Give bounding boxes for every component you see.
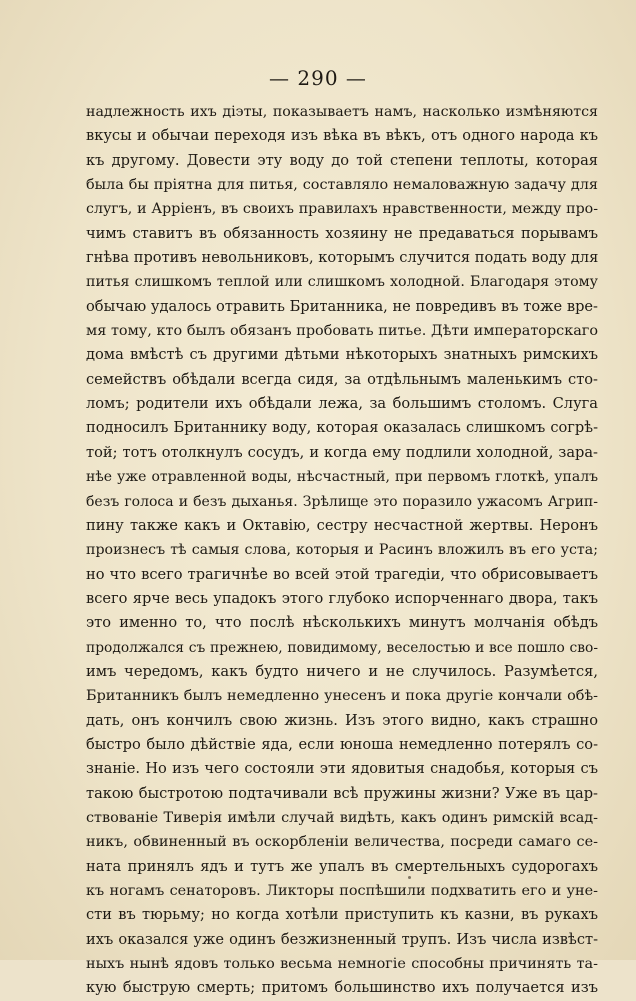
text-line: нѣе уже отравленной воды, нѣсчастный, при первомъ глоткѣ, упалъ [86, 469, 598, 486]
text-line: сти въ тюрьму; но когда хотѣли приступить къ казни, въ рукахъ [86, 906, 598, 924]
ink-speck [408, 876, 411, 879]
text-line: кую быструю смерть; притомъ большинство ихъ получается изъ [86, 979, 598, 997]
text-line: ныхъ нынѣ ядовъ только весьма немногіе способны причинять та- [86, 956, 598, 973]
text-line: вкусы и обычаи переходя изъ вѣка въ вѣкъ, отъ одного народа къ [86, 127, 598, 145]
text-line: имъ чередомъ, какъ будто ничего и не случилось. Разумѣется, [86, 662, 598, 680]
text-line: семействъ обѣдали всегда сидя, за отдѣльнымъ маленькимъ сто- [86, 370, 598, 388]
text-line: безъ голоса и безъ дыханья. Зрѣлище это поразило ужасомъ Агрип- [86, 493, 598, 510]
text-line: быстро было дѣйствіе яда, если юноша немедленно потерялъ со- [86, 735, 598, 753]
text-line: питья слишкомъ теплой или слишкомъ холодной. Благодаря этому [86, 274, 598, 291]
text-line: ломъ; родители ихъ обѣдали лежа, за большимъ столомъ. Слуга [86, 395, 598, 413]
text-line: мя тому, кто былъ обязанъ пробовать питье. Дѣти императорскаго [86, 323, 598, 340]
text-line: той; тотъ отолкнулъ сосудъ, и когда ему подлили холодной, зара- [86, 443, 598, 461]
text-line: пину также какъ и Октавію, сестру несчастной жертвы. Неронъ [86, 516, 598, 534]
body-text [86, 100, 598, 1001]
text-line: такою быстротою подтачивали всѣ пружины жизни? Уже въ цар- [86, 784, 598, 802]
text-line: надлежность ихъ діэты, показываетъ намъ, насколько измѣняются [86, 104, 598, 120]
text-line: къ другому. Довести эту воду до той степени теплоты, которая [86, 151, 598, 169]
text-line: ната принялъ ядъ и тутъ же упалъ въ смертельныхъ судорогахъ [86, 857, 598, 875]
text-line: Британникъ былъ немедленно унесенъ и пока другіе кончали обѣ- [86, 688, 598, 705]
text-line: дать, онъ кончилъ свою жизнь. Изъ этого видно, какъ страшно [86, 711, 598, 729]
text-line: была бы пріятна для питья, составляло немаловажную задачу для [86, 177, 598, 194]
text-line: гнѣва противъ невольниковъ, которымъ случится подать воду для [86, 249, 598, 267]
text-line: ствованіе Тиверія имѣли случай видѣть, какъ одинъ римскій всад- [86, 809, 598, 826]
text-line: это именно то, что послѣ нѣсколькихъ минутъ молчанія обѣдъ [86, 614, 598, 632]
text-line: продолжался съ прежнею, повидимому, веселостью и все пошло сво- [86, 639, 598, 656]
page-number: — 290 — [269, 66, 367, 90]
text-line: произнесъ тѣ самыя слова, которыя и Расинъ вложилъ въ его уста; [86, 542, 598, 559]
text-line: знаніе. Но изъ чего состояли эти ядовитыя снадобья, которыя съ [86, 760, 598, 778]
text-line: обычаю удалось отравить Британника, не повредивъ въ тоже вре- [86, 297, 598, 315]
text-line: слугъ, и Арріенъ, въ своихъ правилахъ нравственности, между про- [86, 201, 598, 218]
text-line: подносилъ Британнику воду, которая оказалась слишкомъ согрѣ- [86, 419, 598, 437]
text-line: чимъ ставитъ въ обязанность хозяину не предаваться порывамъ [86, 224, 598, 242]
text-line: дома вмѣстѣ съ другими дѣтьми нѣкоторыхъ знатныхъ римскихъ [86, 346, 598, 364]
text-line: къ ногамъ сенаторовъ. Ликторы поспѣшили подхватить его и уне- [86, 883, 598, 899]
text-line: ихъ оказался уже одинъ безжизненный трупъ. Изъ числа извѣст- [86, 930, 598, 948]
text-line: но что всего трагичнѣе во всей этой трагедіи, что обрисовываетъ [86, 565, 598, 583]
text-line: никъ, обвиненный въ оскорбленіи величества, посреди самаго се- [86, 834, 598, 851]
text-line: всего ярче весь упадокъ этого глубоко испорченнаго двора, такъ [86, 589, 598, 607]
